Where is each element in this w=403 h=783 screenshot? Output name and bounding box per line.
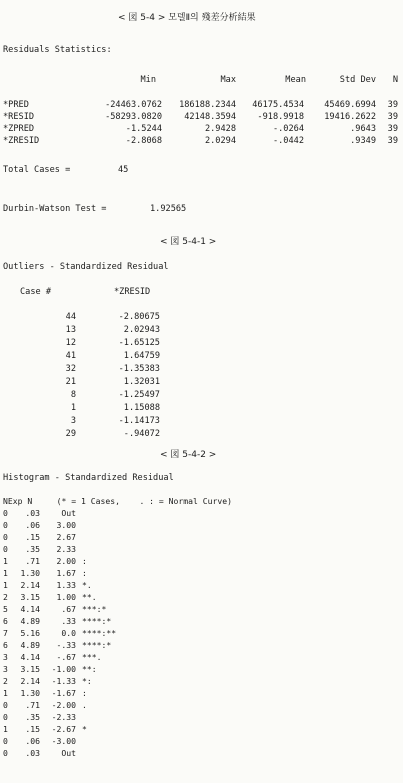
outlier-case: 32 [65, 364, 76, 374]
outliers-title: Outliers - Standardized Residual [3, 262, 169, 272]
histogram-row [3, 555, 232, 567]
hist-count: 0 [3, 700, 8, 710]
hist-count: 5 [3, 604, 8, 614]
histogram-row [3, 687, 232, 699]
stat-sd: 19416.2622 [324, 112, 376, 122]
outlier-header-zresid: *ZRESID [114, 287, 151, 297]
stat-n: 39 [387, 100, 398, 110]
outlier-value: -.94072 [123, 429, 160, 439]
hist-count: 0 [3, 712, 8, 722]
histogram-row [3, 543, 232, 555]
total-cases-value: 45 [118, 165, 129, 175]
outlier-value: -1.25497 [118, 390, 160, 400]
outlier-value: 1.64759 [123, 351, 160, 361]
histogram-row [3, 579, 232, 591]
stat-max: 2.0294 [204, 136, 236, 146]
figure-caption-1: < 図 5-4 > 모델Ⅱ의 殘差分析結果 [118, 13, 256, 23]
header-n: N [392, 75, 398, 85]
hist-z: -2.00 [51, 700, 76, 710]
histogram-row [3, 711, 232, 723]
hist-bar: **: [82, 664, 97, 674]
hist-count: 3 [3, 652, 8, 662]
hist-z: 0.0 [61, 628, 76, 638]
stat-min: -58293.0820 [105, 112, 162, 122]
stat-name: *ZRESID [3, 136, 40, 146]
hist-bar: **. [82, 592, 97, 602]
stat-mean: -918.9918 [257, 112, 304, 122]
hist-count: 0 [3, 544, 8, 554]
hist-expected: 3.15 [20, 592, 40, 602]
outlier-value: 1.15088 [123, 403, 160, 413]
hist-z: -2.67 [51, 724, 76, 734]
hist-bar: *. [82, 580, 92, 590]
hist-bar: ****:* [82, 616, 112, 626]
hist-expected: 4.14 [20, 604, 40, 614]
outlier-case: 21 [65, 377, 76, 387]
hist-count: 2 [3, 676, 8, 686]
hist-count: 6 [3, 616, 8, 626]
histogram-row [3, 639, 232, 651]
histogram-row [3, 519, 232, 531]
hist-expected: .06 [25, 520, 40, 530]
hist-count: 1 [3, 724, 8, 734]
hist-count: 0 [3, 748, 8, 758]
histogram-row [3, 591, 232, 603]
hist-expected: 5.16 [20, 628, 40, 638]
hist-bar: : [82, 688, 87, 698]
hist-count: 1 [3, 568, 8, 578]
outlier-case: 3 [70, 416, 76, 426]
hist-bar: : [82, 556, 87, 566]
stat-sd: .9349 [350, 136, 376, 146]
outlier-case: 44 [65, 312, 76, 322]
histogram-row [3, 747, 232, 759]
hist-z: -2.33 [51, 712, 76, 722]
hist-count: 7 [3, 628, 8, 638]
hist-z: 1.00 [56, 592, 76, 602]
residuals-title: Residuals Statistics: [3, 45, 112, 55]
hist-z: -1.00 [51, 664, 76, 674]
hist-count: 0 [3, 508, 8, 518]
hist-expected: 1.30 [20, 688, 40, 698]
header-std-dev: Std Dev [339, 75, 376, 85]
hist-expected: .71 [25, 556, 40, 566]
histogram-row [3, 603, 232, 615]
hist-z: -.67 [56, 652, 76, 662]
total-cases-label: Total Cases = [3, 165, 71, 175]
hist-bar: *: [82, 676, 92, 686]
hist-bar: ***:* [82, 604, 107, 614]
outlier-header-case: Case # [20, 287, 52, 297]
stat-sd: 45469.6994 [324, 100, 376, 110]
hist-z: -3.00 [51, 736, 76, 746]
histogram-row [3, 675, 232, 687]
hist-z: Out [61, 748, 76, 758]
hist-z: 1.67 [56, 568, 76, 578]
histogram-row [3, 531, 232, 543]
stat-min: -1.5244 [125, 124, 162, 134]
outlier-value: -1.35383 [118, 364, 160, 374]
figure-caption-2: < 図 5-4-1 > [160, 237, 217, 247]
histogram [3, 495, 232, 759]
histogram-row [3, 651, 232, 663]
hist-expected: 1.30 [20, 568, 40, 578]
outlier-value: 2.02943 [123, 325, 160, 335]
histogram-row [3, 723, 232, 735]
hist-count: 0 [3, 736, 8, 746]
hist-expected: 4.14 [20, 652, 40, 662]
outlier-case: 41 [65, 351, 76, 361]
hist-expected: 4.89 [20, 640, 40, 650]
header-min: Min [140, 75, 156, 85]
hist-count: 1 [3, 580, 8, 590]
hist-bar: ****:** [82, 628, 117, 638]
stat-max: 186188.2344 [179, 100, 236, 110]
outlier-case: 29 [65, 429, 76, 439]
stat-mean: 46175.4534 [252, 100, 304, 110]
hist-count: 2 [3, 592, 8, 602]
histogram-title: Histogram - Standardized Residual [3, 473, 174, 483]
hist-expected: 4.89 [20, 616, 40, 626]
hist-count: 1 [3, 556, 8, 566]
stat-name: *RESID [3, 112, 35, 122]
hist-bar: * [82, 724, 87, 734]
outlier-value: -1.65125 [118, 338, 160, 348]
stat-name: *ZPRED [3, 124, 35, 134]
header-mean: Mean [285, 75, 306, 85]
hist-count: 0 [3, 520, 8, 530]
hist-z: -.33 [56, 640, 76, 650]
hist-expected: .03 [25, 508, 40, 518]
hist-bar: : [82, 568, 87, 578]
hist-z: -1.67 [51, 688, 76, 698]
hist-z: 2.00 [56, 556, 76, 566]
durbin-watson-value: 1.92565 [150, 204, 187, 214]
histogram-row [3, 627, 232, 639]
histogram-row [3, 699, 232, 711]
hist-z: 2.33 [56, 544, 76, 554]
stat-n: 39 [387, 136, 398, 146]
header-max: Max [220, 75, 236, 85]
hist-count: 3 [3, 664, 8, 674]
figure-caption-3: < 図 5-4-2 > [160, 450, 217, 460]
hist-bar: ***. [82, 652, 102, 662]
histogram-row [3, 567, 232, 579]
hist-expected: .71 [25, 700, 40, 710]
hist-expected: .15 [25, 532, 40, 542]
hist-z: 2.67 [56, 532, 76, 542]
hist-count: 1 [3, 688, 8, 698]
hist-expected: 2.14 [20, 676, 40, 686]
durbin-watson-label: Durbin-Watson Test = [3, 204, 107, 214]
histogram-row [3, 615, 232, 627]
stat-min: -24463.0762 [105, 100, 162, 110]
hist-expected: 2.14 [20, 580, 40, 590]
hist-count: 6 [3, 640, 8, 650]
hist-z: -1.33 [51, 676, 76, 686]
outlier-case: 8 [70, 390, 76, 400]
hist-bar: . [82, 700, 87, 710]
stat-max: 2.9428 [204, 124, 236, 134]
outlier-value: 1.32031 [123, 377, 160, 387]
outlier-case: 12 [65, 338, 76, 348]
stat-max: 42148.3594 [184, 112, 236, 122]
hist-expected: .06 [25, 736, 40, 746]
outlier-value: -1.14173 [118, 416, 160, 426]
hist-expected: .35 [25, 544, 40, 554]
hist-expected: 3.15 [20, 664, 40, 674]
hist-z: 3.00 [56, 520, 76, 530]
stat-mean: -.0442 [272, 136, 304, 146]
hist-z: .33 [61, 616, 76, 626]
stat-min: -2.8068 [125, 136, 162, 146]
stat-name: *PRED [3, 100, 29, 110]
outlier-value: -2.80675 [118, 312, 160, 322]
stat-sd: .9643 [350, 124, 376, 134]
hist-expected: .15 [25, 724, 40, 734]
hist-z: 1.33 [56, 580, 76, 590]
hist-bar: ****:* [82, 640, 112, 650]
histogram-row [3, 507, 232, 519]
stat-n: 39 [387, 112, 398, 122]
histogram-row [3, 735, 232, 747]
hist-expected: .35 [25, 712, 40, 722]
stat-mean: -.0264 [272, 124, 304, 134]
stat-n: 39 [387, 124, 398, 134]
histogram-row [3, 663, 232, 675]
hist-z: Out [61, 508, 76, 518]
hist-z: .67 [61, 604, 76, 614]
histogram-rows [3, 507, 232, 759]
outlier-case: 13 [65, 325, 76, 335]
outlier-case: 1 [70, 403, 76, 413]
histogram-header: NExp N (* = 1 Cases, . : = Normal Curve) [3, 496, 233, 506]
hist-count: 0 [3, 532, 8, 542]
hist-expected: .03 [25, 748, 40, 758]
